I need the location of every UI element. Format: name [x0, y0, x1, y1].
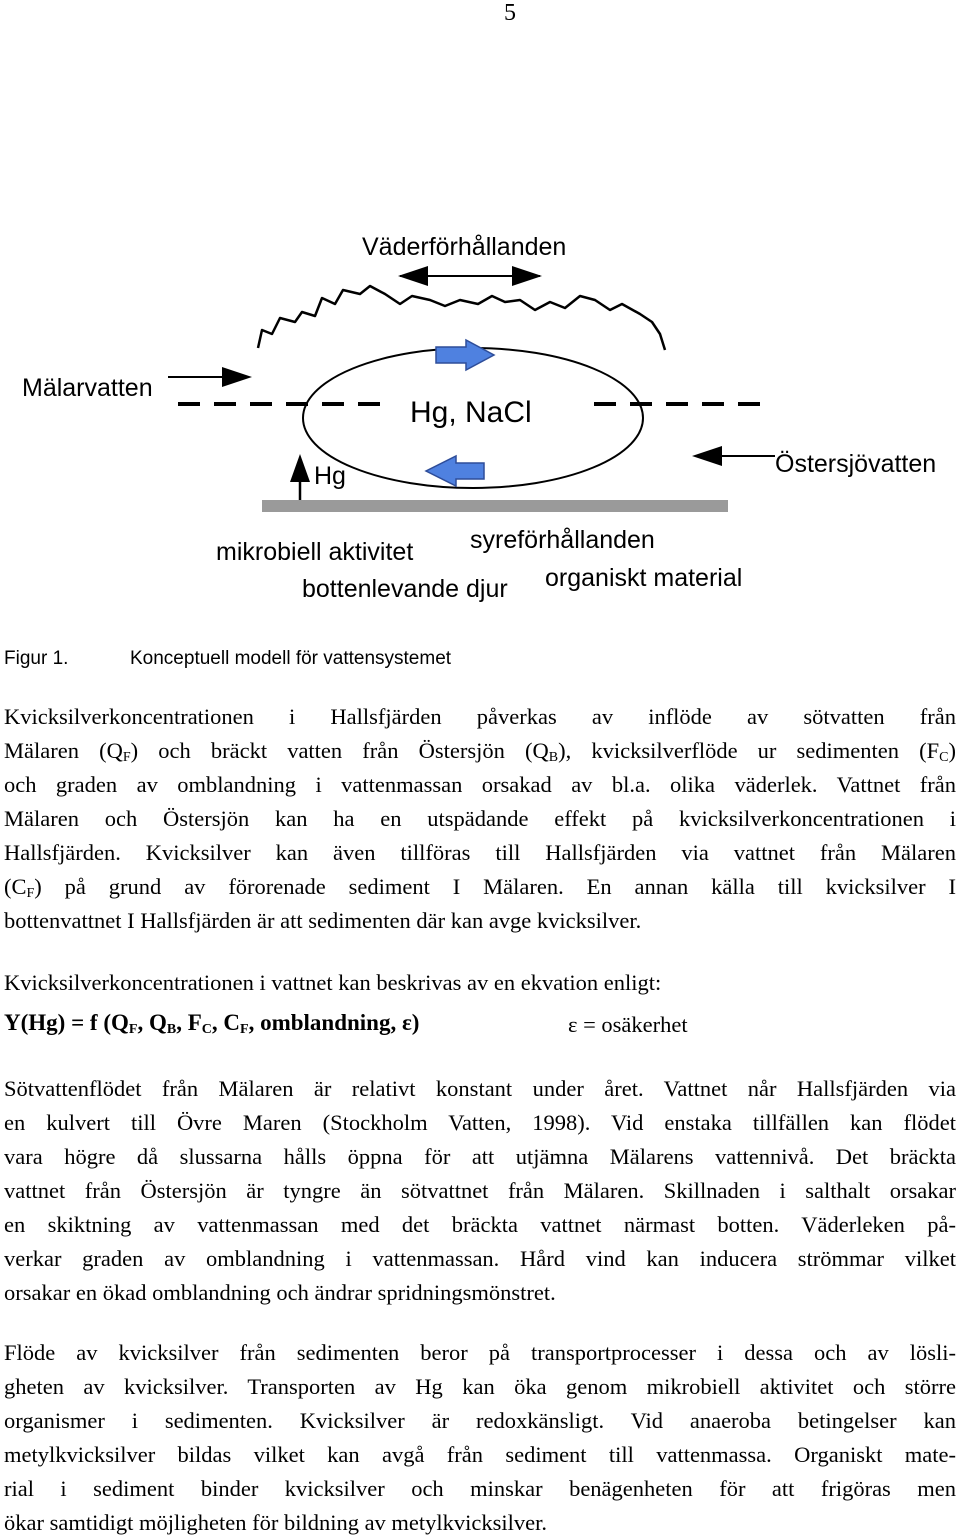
paragraph-line: Flöde av kvicksilver från sedimenten beror på transportprocesser i dessa och av lösli- — [4, 1340, 956, 1365]
paragraph-line: organismer i sedimenten. Kvicksilver är redoxkänsligt. Vid anaeroba betingelser kan — [4, 1408, 956, 1433]
paragraph-1 — [4, 700, 956, 938]
paragraph-line: Kvicksilverkoncentrationen i Hallsfjärden påverkas av inflöde av sötvatten från — [4, 704, 956, 729]
page-number: 5 — [504, 0, 516, 26]
hg-label: Hg — [314, 462, 346, 490]
flow-arrow-right — [436, 340, 494, 370]
paragraph-line: Hallsfjärden. Kvicksilver kan även tillföras till Hallsfjärden via vattnet från Mälaren — [4, 840, 956, 865]
paragraph-line: rial i sediment binder kvicksilver och minskar benägenheten för att frigöras men — [4, 1476, 956, 1501]
equation-intro: Kvicksilverkoncentrationen i vattnet kan beskrivas av en ekvation enligt: — [4, 970, 662, 995]
paragraph-line: verkar graden av omblandning i vattenmassan. Hård vind kan inducera strömmar vilket — [4, 1246, 956, 1271]
paragraph-line: gheten av kvicksilver. Transporten av Hg kan öka genom mikrobiell aktivitet och större — [4, 1374, 956, 1399]
paragraph-3 — [4, 1336, 956, 1540]
microbial-activity-label: mikrobiell aktivitet — [216, 538, 414, 566]
paragraph-line: en kulvert till Övre Maren (Stockholm Vatten, 1998). Vid enstaka tillfällen kan flödet — [4, 1110, 956, 1135]
paragraph-line: vattnet från Östersjön är tyngre än sötvattnet från Mälaren. Skillnaden i salthalt orsakar — [4, 1178, 956, 1203]
hg-flux-arrow — [290, 454, 310, 505]
figure-caption-text: Konceptuell modell för vattensystemet — [130, 648, 452, 669]
figure-number: Figur 1. — [4, 648, 69, 669]
weather-wavy-line — [258, 286, 665, 350]
weather-label: Väderförhållanden — [362, 233, 567, 261]
conceptual-model-diagram — [0, 200, 960, 620]
paragraph-line: orsakar en ökad omblandning och ändrar spridningsmönstret. — [4, 1280, 556, 1305]
flow-arrow-left — [426, 456, 484, 486]
paragraph-line: Sötvattenflödet från Mälaren är relativt konstant under året. Vattnet når Hallsfjärden via — [4, 1076, 956, 1101]
ostersjo-inflow-arrow — [692, 446, 775, 466]
paragraph-line: ökar samtidigt möjligheten för bildning av metylkvicksilver. — [4, 1510, 548, 1535]
malaren-water-label: Mälarvatten — [22, 374, 153, 402]
malaren-inflow-arrow — [168, 367, 252, 387]
paragraph-line: Mälaren och Östersjön kan ha en utspädande effekt på kvicksilverkoncentrationen i — [4, 806, 956, 831]
paragraph-2 — [4, 1072, 956, 1310]
ostersjo-water-label: Östersjövatten — [775, 450, 937, 478]
paragraph-line: och graden av omblandning i vattenmassan orsakad av bl.a. olika väderlek. Vattnet från — [4, 772, 956, 797]
paragraph-line: $(C_F)$ på grund av förorenade sediment I Mälaren. En annan källa till kvicksilver I — [4, 874, 956, 901]
oxygen-conditions-label: syreförhållanden — [470, 526, 655, 554]
paragraph-line: vara högre då slussarna hålls öppna för att utjämna Mälarens vattennivå. Det bräckta — [4, 1144, 956, 1169]
equation: Y(Hg) = f ($Q_F$, $Q_B$, $F_C$, $C_F$, omblandning, ε) — [4, 1010, 420, 1037]
paragraph-line: Mälaren $(Q_F)$ och bräckt vatten från Östersjön $(Q_B)$, kvicksilverflöde ur sedimenten $(F_C)$ — [4, 738, 956, 765]
paragraph-line: bottenvattnet I Hallsfjärden är att sedimenten där kan avge kvicksilver. — [4, 908, 642, 933]
hg-nacl-label: Hg, NaCl — [410, 396, 532, 429]
organic-material-label: organiskt material — [545, 564, 743, 592]
uncertainty-definition: ε = osäkerhet — [568, 1012, 688, 1037]
weather-double-arrow — [398, 266, 542, 286]
paragraph-line: metylkvicksilver bildas vilket kan avgå från sediment till vattenmassa. Organiskt mate- — [4, 1442, 956, 1467]
sediment-layer — [262, 500, 728, 512]
paragraph-line: en skiktning av vattenmassan med det bräckta vattnet närmast botten. Väderleken på- — [4, 1212, 956, 1237]
benthic-fauna-label: bottenlevande djur — [302, 575, 508, 603]
